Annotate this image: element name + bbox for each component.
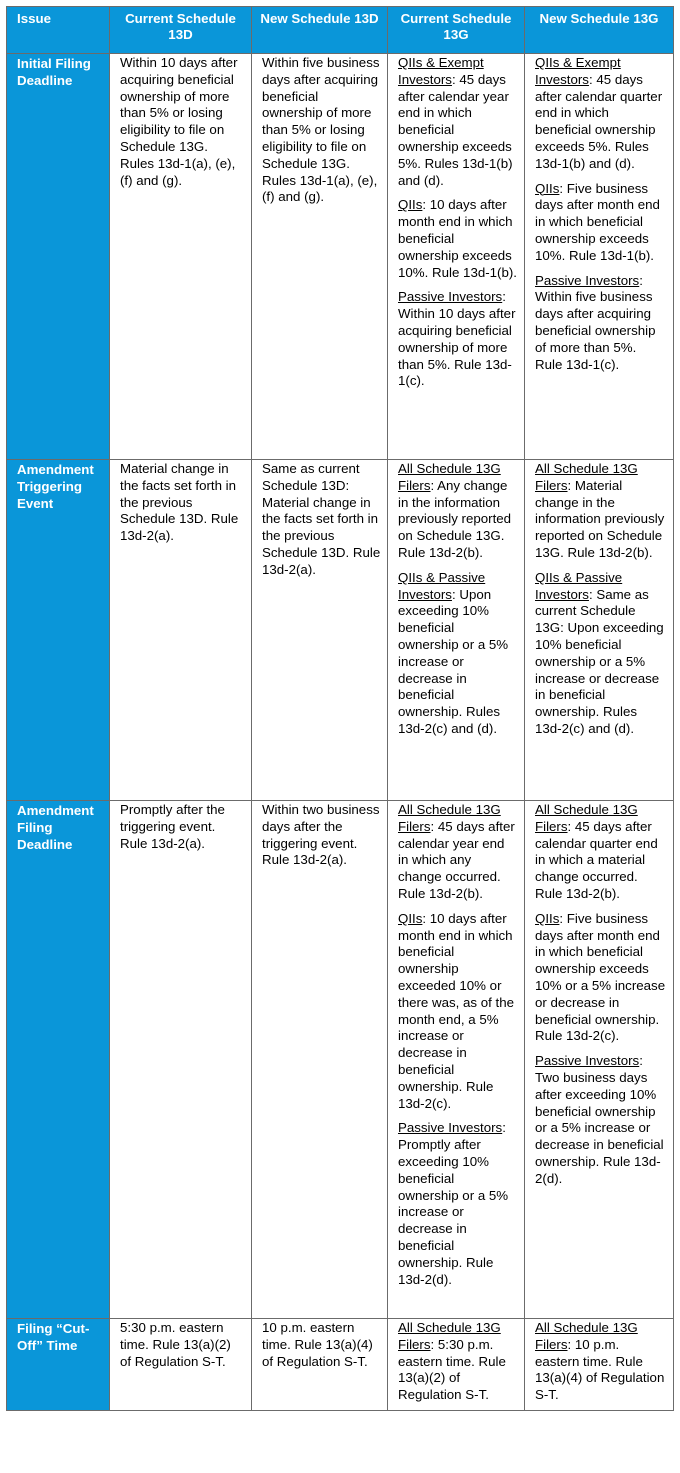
filer-paragraph <box>398 1120 518 1288</box>
filer-text: : 10 days after month end in which beneficial ownership exceeds 10%. Rule 13d-1(b). <box>398 197 517 280</box>
filer-paragraph <box>398 197 518 281</box>
filer-label: QIIs <box>398 910 423 926</box>
current-13d-cell: Promptly after the triggering event. Rule 13d-2(a). <box>110 801 252 1319</box>
current-13g-cell <box>388 801 525 1319</box>
table-row <box>7 801 674 1319</box>
filer-text: : Five business days after month end in which beneficial ownership exceeds 10% or a 5% increase or decrease in beneficial ownership. Rule 13d-2(c). <box>535 910 666 1044</box>
header-row <box>7 7 674 54</box>
filer-text: : 45 days after calendar quarter end in which beneficial ownership exceeds 5%. Rules 13d-1(b) and (d). <box>535 71 663 171</box>
filer-paragraph <box>535 273 667 374</box>
filer-paragraph <box>398 570 518 738</box>
header-current-13d: Current Schedule 13D <box>110 7 252 54</box>
filer-paragraph <box>535 55 667 173</box>
filer-paragraph <box>535 181 667 265</box>
filer-text: : Material change in the information previously reported on Schedule 13G. Rule 13d-2(b). <box>535 477 665 560</box>
filer-paragraph <box>535 570 667 738</box>
filer-paragraph <box>398 911 518 1113</box>
filer-text: : Within five business days after acquiring beneficial ownership of more than 5%. Rule 13d-1(c). <box>535 272 656 372</box>
filer-paragraph <box>398 1320 518 1404</box>
new-13g-cell <box>525 460 674 801</box>
filer-text: : 5:30 p.m. eastern time. Rule 13(a)(2) of Regulation S-T. <box>398 1336 506 1403</box>
filer-paragraph <box>535 911 667 1045</box>
filer-paragraph <box>535 802 667 903</box>
issue-cell: Initial Filing Deadline <box>7 54 110 460</box>
filer-text: : 45 days after calendar year end in which beneficial ownership exceeds 5%. Rules 13d-1(b) and (d). <box>398 71 513 188</box>
filer-label: All Schedule 13G Filers <box>535 1320 638 1352</box>
current-13d-cell: 5:30 p.m. eastern time. Rule 13(a)(2) of Regulation S-T. <box>110 1319 252 1411</box>
filer-text: : Any change in the information previously reported on Schedule 13G. Rule 13d-2(b). <box>398 477 512 560</box>
filer-text: : 45 days after calendar quarter end in which a material change occurred. Rule 13d-2(b). <box>535 818 658 901</box>
filer-label: Passive Investors <box>398 1120 503 1136</box>
filer-label: QIIs <box>535 910 560 926</box>
new-13d-cell: Same as current Schedule 13D: Material change in the facts set forth in the previous Schedule 13D. Rule 13d-2(a). <box>252 460 388 801</box>
filer-text: : Within 10 days after acquiring beneficial ownership of more than 5%. Rule 13d-1(c). <box>398 289 516 389</box>
current-13g-cell <box>388 1319 525 1411</box>
filer-text: : Two business days after exceeding 10% beneficial ownership or a 5% increase or decrease in beneficial ownership. Rule 13d-2(d). <box>535 1053 664 1186</box>
filer-label: Passive Investors <box>398 289 503 305</box>
filer-label: QIIs <box>535 180 560 196</box>
filer-label: QIIs & Passive Investors <box>535 569 623 602</box>
current-13g-cell <box>388 54 525 460</box>
filer-text: : Same as current Schedule 13G: Upon exceeding 10% beneficial ownership or a 5% increase or decrease in beneficial ownership. Rules 13d-2(c) and (d). <box>535 586 664 736</box>
issue-cell: Amendment Filing Deadline <box>7 801 110 1319</box>
filer-paragraph <box>398 461 518 562</box>
filer-paragraph <box>535 1053 667 1187</box>
table-row <box>7 1319 674 1411</box>
new-13g-cell <box>525 54 674 460</box>
header-current-13g: Current Schedule 13G <box>388 7 525 54</box>
filer-label: All Schedule 13G Filers <box>535 802 638 834</box>
filer-label: Passive Investors <box>535 272 640 288</box>
filer-text: : 10 p.m. eastern time. Rule 13(a)(4) of Regulation S-T. <box>535 1336 665 1403</box>
header-new-13d: New Schedule 13D <box>252 7 388 54</box>
new-13d-cell: Within five business days after acquiring beneficial ownership of more than 5% or losing eligibility to file on Schedule 13G. Rules 13d-1(a), (e), (f) and (g). <box>252 54 388 460</box>
filer-paragraph <box>535 1320 667 1404</box>
issue-cell: Filing “Cut-Off” Time <box>7 1319 110 1411</box>
filer-text: : Five business days after month end in which beneficial ownership exceeds 10%. Rule 13d-1(b). <box>535 180 660 263</box>
filer-label: All Schedule 13G Filers <box>535 461 638 493</box>
filer-paragraph <box>535 461 667 562</box>
filer-label: All Schedule 13G Filers <box>398 1320 501 1352</box>
comparison-table <box>6 6 674 1411</box>
header-new-13g: New Schedule 13G <box>525 7 674 54</box>
filer-text: : Upon exceeding 10% beneficial ownership or a 5% increase or decrease in beneficial ownership. Rules 13d-2(c) and (d). <box>398 586 509 736</box>
new-13g-cell <box>525 1319 674 1411</box>
filer-label: Passive Investors <box>535 1053 640 1069</box>
table-row <box>7 54 674 460</box>
filer-paragraph <box>398 55 518 189</box>
filer-label: QIIs & Exempt Investors <box>535 55 621 87</box>
filer-label: QIIs & Passive Investors <box>398 569 486 602</box>
new-13d-cell: 10 p.m. eastern time. Rule 13(a)(4) of Regulation S-T. <box>252 1319 388 1411</box>
filer-label: QIIs <box>398 197 423 213</box>
filer-text: : 45 days after calendar year end in which any change occurred. Rule 13d-2(b). <box>398 818 515 901</box>
issue-cell: Amendment Triggering Event <box>7 460 110 801</box>
filer-label: All Schedule 13G Filers <box>398 802 501 834</box>
current-13d-cell: Material change in the facts set forth in the previous Schedule 13D. Rule 13d-2(a). <box>110 460 252 801</box>
new-13d-cell: Within two business days after the triggering event. Rule 13d-2(a). <box>252 801 388 1319</box>
filer-paragraph <box>398 802 518 903</box>
current-13d-cell: Within 10 days after acquiring beneficial ownership of more than 5% or losing eligibility to file on Schedule 13G. Rules 13d-1(a), (e), (f) and (g). <box>110 54 252 460</box>
new-13g-cell <box>525 801 674 1319</box>
filer-label: All Schedule 13G Filers <box>398 461 501 493</box>
filer-paragraph <box>398 289 518 390</box>
filer-text: : Promptly after exceeding 10% beneficial ownership or a 5% increase or decrease in beneficial ownership. Rule 13d-2(d). <box>398 1120 509 1287</box>
filer-text: : 10 days after month end in which beneficial ownership exceeded 10% or there was, as of the month end, a 5% increase or decrease in beneficial ownership. Rule 13d-2(c). <box>398 910 515 1111</box>
table-row <box>7 460 674 801</box>
header-issue: Issue <box>7 7 110 54</box>
current-13g-cell <box>388 460 525 801</box>
filer-label: QIIs & Exempt Investors <box>398 55 484 87</box>
